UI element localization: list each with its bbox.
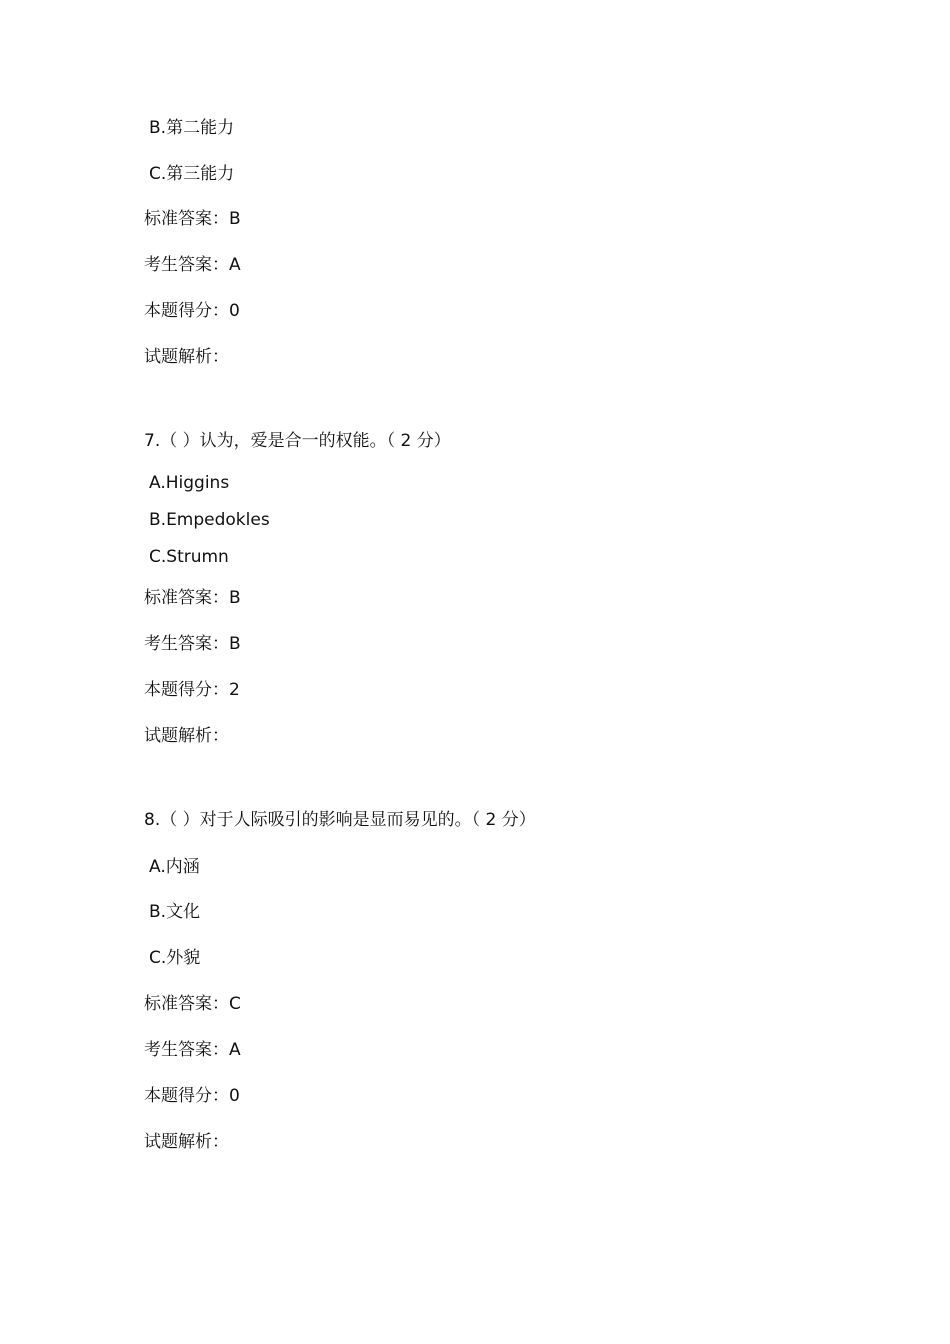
question-score: 本题得分：0	[144, 1086, 240, 1106]
option-b: B.文化	[149, 902, 201, 922]
option-c: C.外貌	[149, 948, 201, 968]
standard-answer: 标准答案：C	[144, 994, 241, 1014]
question-score: 本题得分：0	[144, 301, 240, 321]
option-a: A.内涵	[149, 857, 200, 877]
question-analysis: 试题解析：	[144, 1132, 229, 1152]
option-b: B.Empedokles	[149, 510, 270, 530]
question-text: 8.（ ）对于人际吸引的影响是显而易见的。（ 2 分）	[144, 810, 536, 830]
student-answer: 考生答案：A	[144, 1040, 241, 1060]
student-answer: 考生答案：A	[144, 255, 241, 275]
question-analysis: 试题解析：	[144, 347, 229, 367]
standard-answer: 标准答案：B	[144, 588, 241, 608]
option-b: B.第二能力	[149, 118, 235, 138]
question-text: 7.（ ）认为，爱是合一的权能。（ 2 分）	[144, 431, 451, 451]
option-c: C.Strumn	[149, 547, 229, 567]
question-analysis: 试题解析：	[144, 726, 229, 746]
standard-answer: 标准答案：B	[144, 209, 241, 229]
option-a: A.Higgins	[149, 473, 230, 493]
question-score: 本题得分：2	[144, 680, 240, 700]
student-answer: 考生答案：B	[144, 634, 241, 654]
option-c: C.第三能力	[149, 164, 235, 184]
